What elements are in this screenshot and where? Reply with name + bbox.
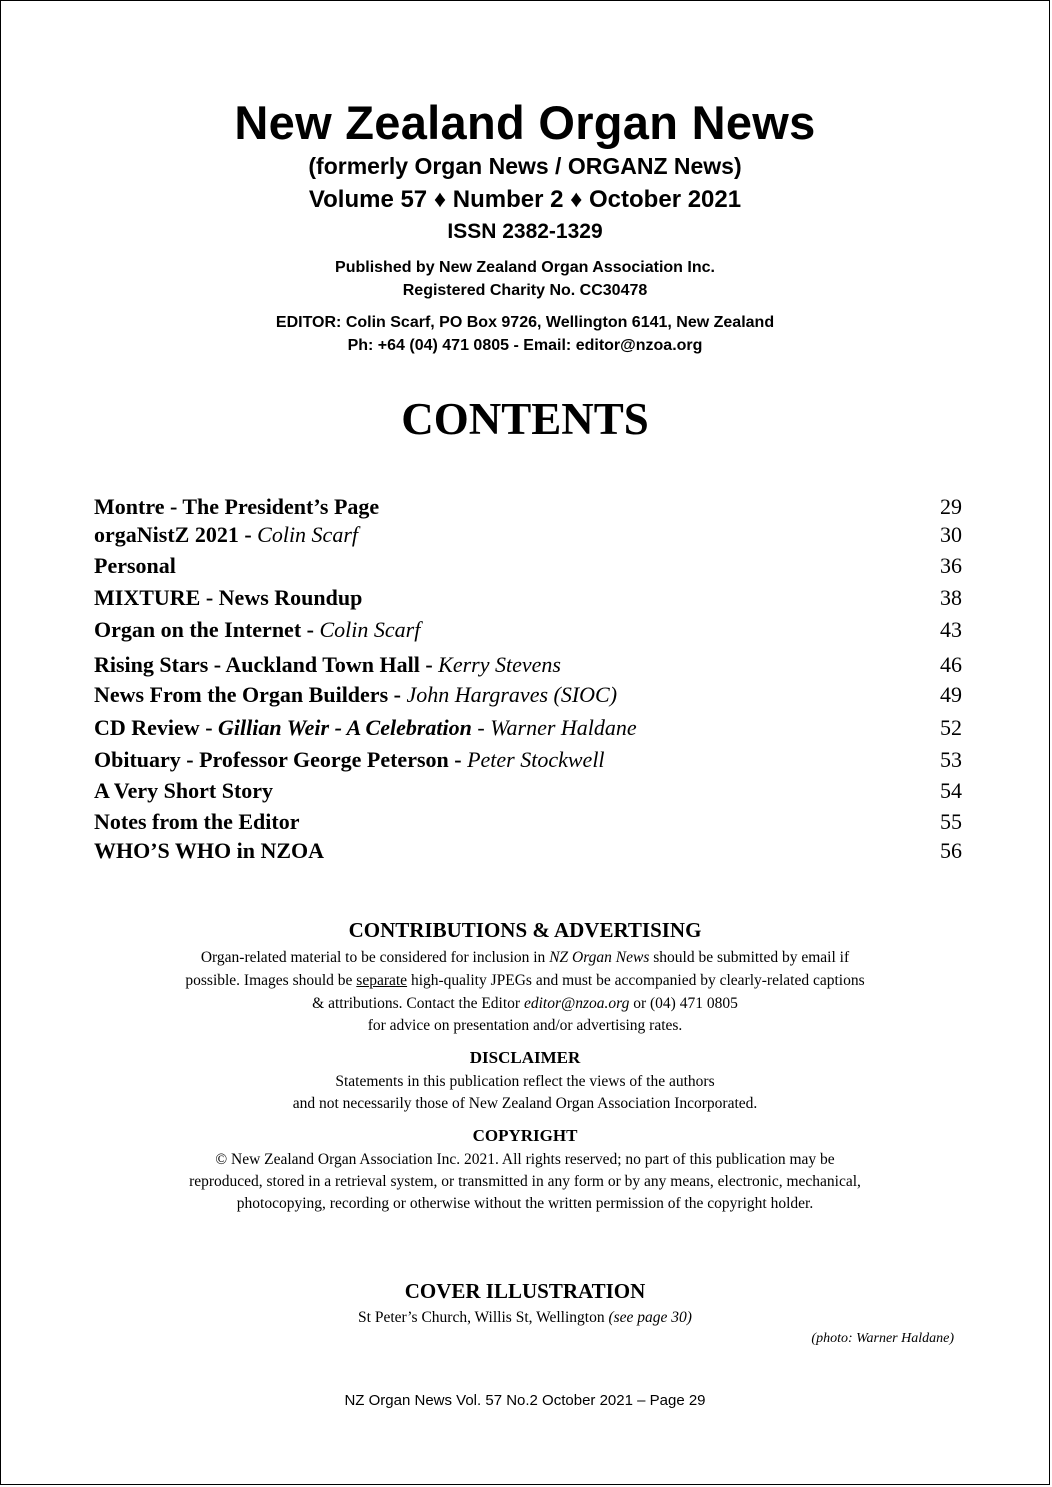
toc-author: Kerry Stevens — [438, 652, 561, 677]
toc-author: John Hargraves (SIOC) — [406, 682, 618, 707]
toc-row[interactable] — [94, 551, 962, 581]
toc-author: Colin Scarf — [257, 522, 358, 547]
toc-row[interactable] — [94, 745, 962, 775]
toc-title: Obituary - Professor George Peterson - Peter Stockwell — [94, 747, 605, 772]
toc-title: Organ on the Internet - Colin Scarf — [94, 617, 421, 642]
toc-title: Notes from the Editor — [94, 809, 300, 834]
toc-row[interactable] — [94, 650, 962, 680]
published-by: Published by New Zealand Organ Association Inc. — [335, 259, 715, 276]
toc-subtitle: Gillian Weir - A Celebration — [218, 715, 472, 740]
disclaimer-heading: DISCLAIMER — [469, 1048, 581, 1067]
contact-line: Ph: +64 (04) 471 0805 - Email: editor@nzoa.org — [347, 337, 703, 354]
toc-row[interactable] — [94, 836, 962, 866]
charity-number: Registered Charity No. CC30478 — [402, 282, 648, 299]
editor-email-link[interactable]: editor@nzoa.org — [523, 995, 630, 1012]
toc-page-number: 53 — [940, 747, 962, 772]
toc-row[interactable] — [94, 492, 962, 522]
toc-title: Personal — [94, 553, 176, 578]
toc-page-number: 55 — [940, 809, 962, 834]
cover-illustration-caption: St Peter’s Church, Willis St, Wellington (see page 30) — [358, 1309, 692, 1326]
copyright-heading: COPYRIGHT — [472, 1126, 578, 1145]
toc-row[interactable] — [94, 680, 962, 710]
toc-author: Colin Scarf — [319, 617, 421, 642]
toc-page-number: 43 — [940, 617, 962, 642]
toc-author: Warner Haldane — [490, 715, 637, 740]
toc-row[interactable] — [94, 713, 962, 743]
contributions-text-line: Organ-related material to be considered for inclusion in NZ Organ News should be submitted by email if — [200, 949, 850, 966]
copyright-text-line: reproduced, stored in a retrieval system, or transmitted in any form or by any means, electronic, mechanical, — [189, 1173, 861, 1190]
toc-title: MIXTURE - News Roundup — [94, 585, 363, 610]
toc-page-number: 49 — [940, 682, 962, 707]
masthead-subtitle: (formerly Organ News / ORGANZ News) — [308, 153, 742, 179]
disclaimer-text-line: Statements in this publication reflect the views of the authors — [335, 1073, 715, 1090]
toc-page-number: 56 — [940, 838, 962, 863]
toc-page-number: 29 — [940, 494, 962, 519]
photo-credit: (photo: Warner Haldane) — [811, 1331, 954, 1346]
toc-title: orgaNistZ 2021 - Colin Scarf — [94, 522, 358, 547]
copyright-text-line: photocopying, recording or otherwise without the written permission of the copyright holder. — [236, 1195, 814, 1212]
contributions-text-line: & attributions. Contact the Editor editor@nzoa.org or (04) 471 0805 — [312, 995, 738, 1012]
toc-title: WHO’S WHO in NZOA — [94, 838, 325, 863]
masthead-title: New Zealand Organ News — [234, 96, 816, 149]
toc-page-number: 36 — [940, 553, 962, 578]
toc-author: Peter Stockwell — [467, 747, 605, 772]
toc-row[interactable] — [94, 583, 962, 613]
toc-title: A Very Short Story — [94, 778, 274, 803]
cover-illustration-heading: COVER ILLUSTRATION — [404, 1279, 646, 1303]
contributions-text-line: for advice on presentation and/or advertising rates. — [367, 1017, 683, 1034]
contents-heading: CONTENTS — [401, 394, 649, 444]
toc-page-number: 30 — [940, 522, 962, 547]
toc-title: Rising Stars - Auckland Town Hall - Kerry Stevens — [94, 652, 561, 677]
copyright-text-line: © New Zealand Organ Association Inc. 2021. All rights reserved; no part of this publication may be — [215, 1151, 835, 1168]
toc-page-number: 46 — [940, 652, 962, 677]
toc-row[interactable] — [94, 807, 962, 837]
toc-title: News From the Organ Builders - John Hargraves (SIOC) — [94, 682, 618, 707]
toc-page-number: 38 — [940, 585, 962, 610]
toc-row[interactable] — [94, 520, 962, 550]
toc-row[interactable] — [94, 615, 962, 645]
disclaimer-text-line: and not necessarily those of New Zealand Organ Association Incorporated. — [292, 1095, 758, 1112]
volume-line: Volume 57 ♦ Number 2 ♦ October 2021 — [308, 186, 742, 213]
toc-title: CD Review - Gillian Weir - A Celebration - Warner Haldane — [94, 715, 637, 740]
page-footer: NZ Organ News Vol. 57 No.2 October 2021 – Page 29 — [344, 1392, 706, 1409]
issn: ISSN 2382-1329 — [447, 220, 603, 243]
toc-row[interactable] — [94, 776, 962, 806]
editor-line: EDITOR: Colin Scarf, PO Box 9726, Wellington 6141, New Zealand — [275, 314, 775, 331]
contributions-heading: CONTRIBUTIONS & ADVERTISING — [348, 918, 702, 942]
toc-page-number: 52 — [940, 715, 962, 740]
toc-title: Montre - The President’s Page — [94, 494, 380, 519]
toc-page-number: 54 — [940, 778, 962, 803]
contributions-text-line: possible. Images should be separate high-quality JPEGs and must be accompanied by clearly-related captions — [185, 972, 865, 989]
